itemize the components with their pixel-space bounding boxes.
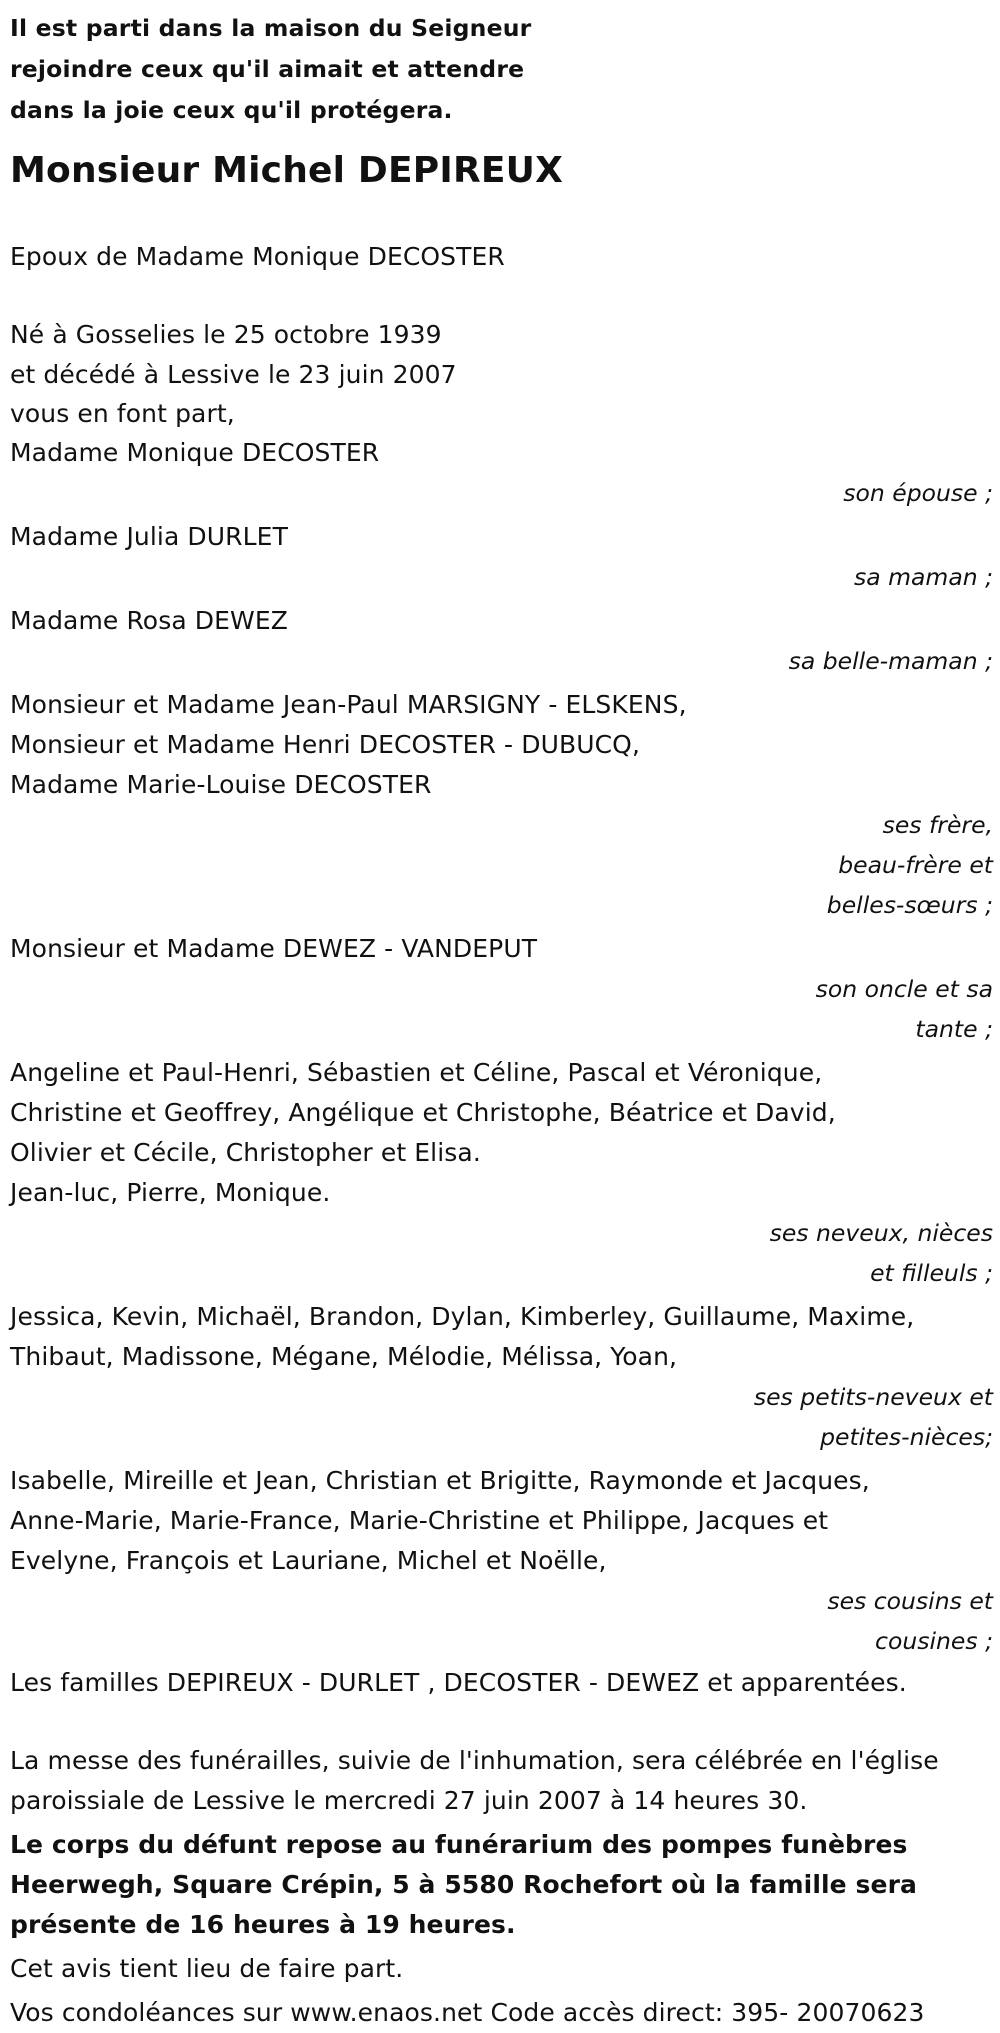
family-group [10,929,995,1049]
birth-line: Né à Gosselies le 25 octobre 1939 [10,320,442,349]
family-member-line: Evelyne, François et Lauriane, Michel et Noëlle, [10,1546,607,1575]
relation-label: ses neveux, nièces [769,1219,993,1247]
body-notice-line: Le corps du défunt repose au funérarium des pompes funèbres [10,1830,908,1859]
relation-label: son épouse ; [843,479,993,507]
family-member-line: Olivier et Cécile, Christopher et Elisa. [10,1138,481,1167]
family-member-line: Monsieur et Madame DEWEZ - VANDEPUT [10,934,538,963]
family-groups [10,433,995,1661]
family-member-line: Jessica, Kevin, Michaël, Brandon, Dylan, Kimberley, Guillaume, Maxime, [10,1302,915,1331]
intro-line: dans la joie ceux qu'il protégera. [10,96,453,124]
relation-label: tante ; [915,1015,993,1043]
family-group [10,601,995,681]
relation-label: petites-nièces; [820,1423,993,1451]
family-group [10,433,995,513]
family-member-line: Madame Rosa DEWEZ [10,606,288,635]
body-notice [10,1825,995,1945]
family-group [10,685,995,925]
family-member-line: Angeline et Paul-Henri, Sébastien et Céline, Pascal et Véronique, [10,1058,823,1087]
family-member-line: Monsieur et Madame Jean-Paul MARSIGNY - ELSKENS, [10,690,687,719]
notice-line: Cet avis tient lieu de faire part. [10,1954,404,1983]
relation-label: cousines ; [875,1627,993,1655]
death-line: et décédé à Lessive le 23 juin 2007 [10,360,457,389]
family-member-line: Madame Marie-Louise DECOSTER [10,770,432,799]
families-line: Les familles DEPIREUX - DURLET , DECOSTER - DEWEZ et apparentées. [10,1668,907,1697]
family-member-line: Madame Monique DECOSTER [10,438,380,467]
announce-line: vous en font part, [10,399,235,428]
relation-label: beau-frère et [838,851,993,879]
relation-label: son oncle et sa [815,975,993,1003]
deceased-name: Monsieur Michel DEPIREUX [10,150,564,191]
intro-verse [10,8,995,131]
mass-paragraph [10,1741,995,1821]
family-member-line: Thibaut, Madissone, Mégane, Mélodie, Mélissa, Yoan, [10,1342,678,1371]
relation-label: ses cousins et [827,1587,993,1615]
relation-label: sa maman ; [854,563,993,591]
family-group [10,1053,995,1293]
mass-line: La messe des funérailles, suivie de l'inhumation, sera célébrée en l'église [10,1746,939,1775]
family-member-line: Monsieur et Madame Henri DECOSTER - DUBUCQ, [10,730,640,759]
family-member-line: Madame Julia DURLET [10,522,288,551]
relation-label: sa belle-maman ; [788,647,993,675]
obituary-notice [10,0,995,2033]
intro-line: rejoindre ceux qu'il aimait et attendre [10,55,525,83]
family-member-line: Anne-Marie, Marie-France, Marie-Christine et Philippe, Jacques et [10,1506,829,1535]
family-group [10,1297,995,1457]
spouse-line: Epoux de Madame Monique DECOSTER [10,242,505,271]
family-member-line: Isabelle, Mireille et Jean, Christian et Brigitte, Raymonde et Jacques, [10,1466,870,1495]
family-member-line: Jean-luc, Pierre, Monique. [10,1178,331,1207]
intro-line: Il est parti dans la maison du Seigneur [10,14,532,42]
relation-label: ses frère, [882,811,993,839]
family-group [10,1461,995,1661]
condolences-line: Vos condoléances sur www.enaos.net Code accès direct: 395- 20070623 [10,1998,925,2027]
mass-line: paroissiale de Lessive le mercredi 27 juin 2007 à 14 heures 30. [10,1786,808,1815]
relation-label: et filleuls ; [870,1259,993,1287]
relation-label: belles-sœurs ; [826,891,993,919]
family-group [10,517,995,597]
body-notice-line: Heerwegh, Square Crépin, 5 à 5580 Rochefort où la famille sera [10,1870,917,1899]
relation-label: ses petits-neveux et [753,1383,993,1411]
family-member-line: Christine et Geoffrey, Angélique et Christophe, Béatrice et David, [10,1098,836,1127]
body-notice-line: présente de 16 heures à 19 heures. [10,1910,516,1939]
